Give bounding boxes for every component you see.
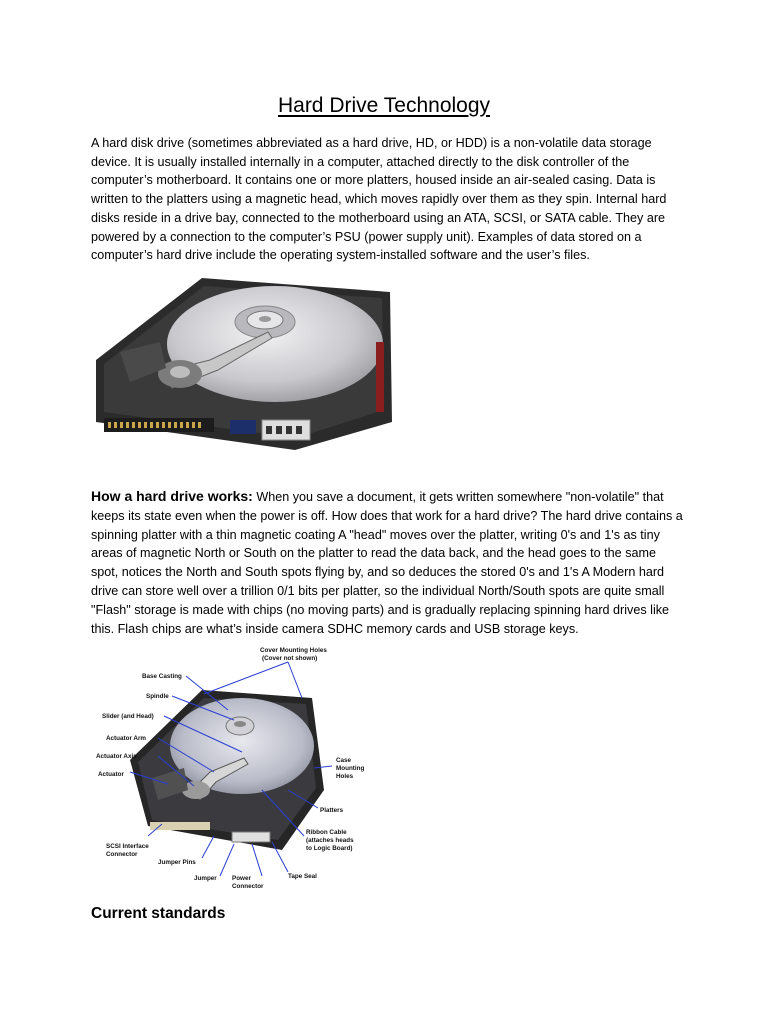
label-ribbon-attaches: (attaches heads xyxy=(306,837,354,844)
how-it-works-paragraph xyxy=(91,487,685,638)
label-case-holes: Holes xyxy=(336,773,354,780)
label-tape-seal: Tape Seal xyxy=(288,873,317,880)
hard-drive-labeled-diagram xyxy=(92,640,392,892)
label-actuator-axis: Actuator Axis xyxy=(96,753,137,760)
label-platters: Platters xyxy=(320,807,344,814)
label-power-connector: Connector xyxy=(232,883,264,890)
label-scsi-interface: SCSI Interface xyxy=(106,843,149,850)
how-it-works-body: When you save a document, it gets written somewhere "non-volatile" that keeps its state even when the power is off. How does that work for a hard drive? The hard drive contains a spinning platter with a thin magnetic coating A "head" moves over the platter, writing 0's and 1's as tiny areas of magnetic North or South on the platter to read the data back, and the head goes to the same spot, notices the North and South spots flying by, and so deduces the stored 0's and 1's A Modern hard drive can store well over a trillion 0/1 bits per platter, so the individual North/South spots are quite small "Flash" storage is made with chips (no moving parts) and is gradually replacing spinning hard drives like this. Flash chips are what’s inside camera SDHC memory cards and USB storage keys. xyxy=(91,490,683,636)
label-ribbon-logic-board: to Logic Board) xyxy=(306,845,353,852)
label-cover-mounting-holes: Cover Mounting Holes xyxy=(260,647,327,654)
label-jumper-pins: Jumper Pins xyxy=(158,859,196,866)
label-slider: Slider (and Head) xyxy=(102,713,154,720)
label-spindle: Spindle xyxy=(146,693,169,700)
label-cover-not-shown: (Cover not shown) xyxy=(262,655,318,662)
label-scsi-connector: Connector xyxy=(106,851,138,858)
label-power: Power xyxy=(232,875,251,882)
intro-paragraph: A hard disk drive (sometimes abbreviated as a hard drive, HD, or HDD) is a non-volatile data storage device. It is usually installed internally in a computer, attached directly to the disk controller of the computer’s motherboard. It contains one or more platters, housed inside an air-sealed casing. Data is written to the platters using a magnetic head, which moves rapidly over them as they spin. Internal hard disks reside in a drive bay, connected to the motherboard using an ATA, SCSI, or SATA cable. They are powered by a connection to the computer’s PSU (power supply unit). Examples of data stored on a computer’s hard drive include the operating system-installed software and the user’s files. xyxy=(91,136,667,263)
label-ribbon-cable: Ribbon Cable xyxy=(306,829,347,836)
label-base-casting: Base Casting xyxy=(142,673,182,680)
label-actuator: Actuator xyxy=(98,771,124,778)
hard-drive-photo xyxy=(90,272,398,450)
label-case-mounting: Mounting xyxy=(336,765,365,772)
label-actuator-arm: Actuator Arm xyxy=(106,735,147,742)
section-heading-current-standards: Current standards xyxy=(91,905,226,922)
document-title: Hard Drive Technology xyxy=(277,94,491,117)
how-it-works-lead: How a hard drive works: xyxy=(91,488,253,504)
label-case: Case xyxy=(336,757,352,764)
label-jumper: Jumper xyxy=(194,875,217,882)
